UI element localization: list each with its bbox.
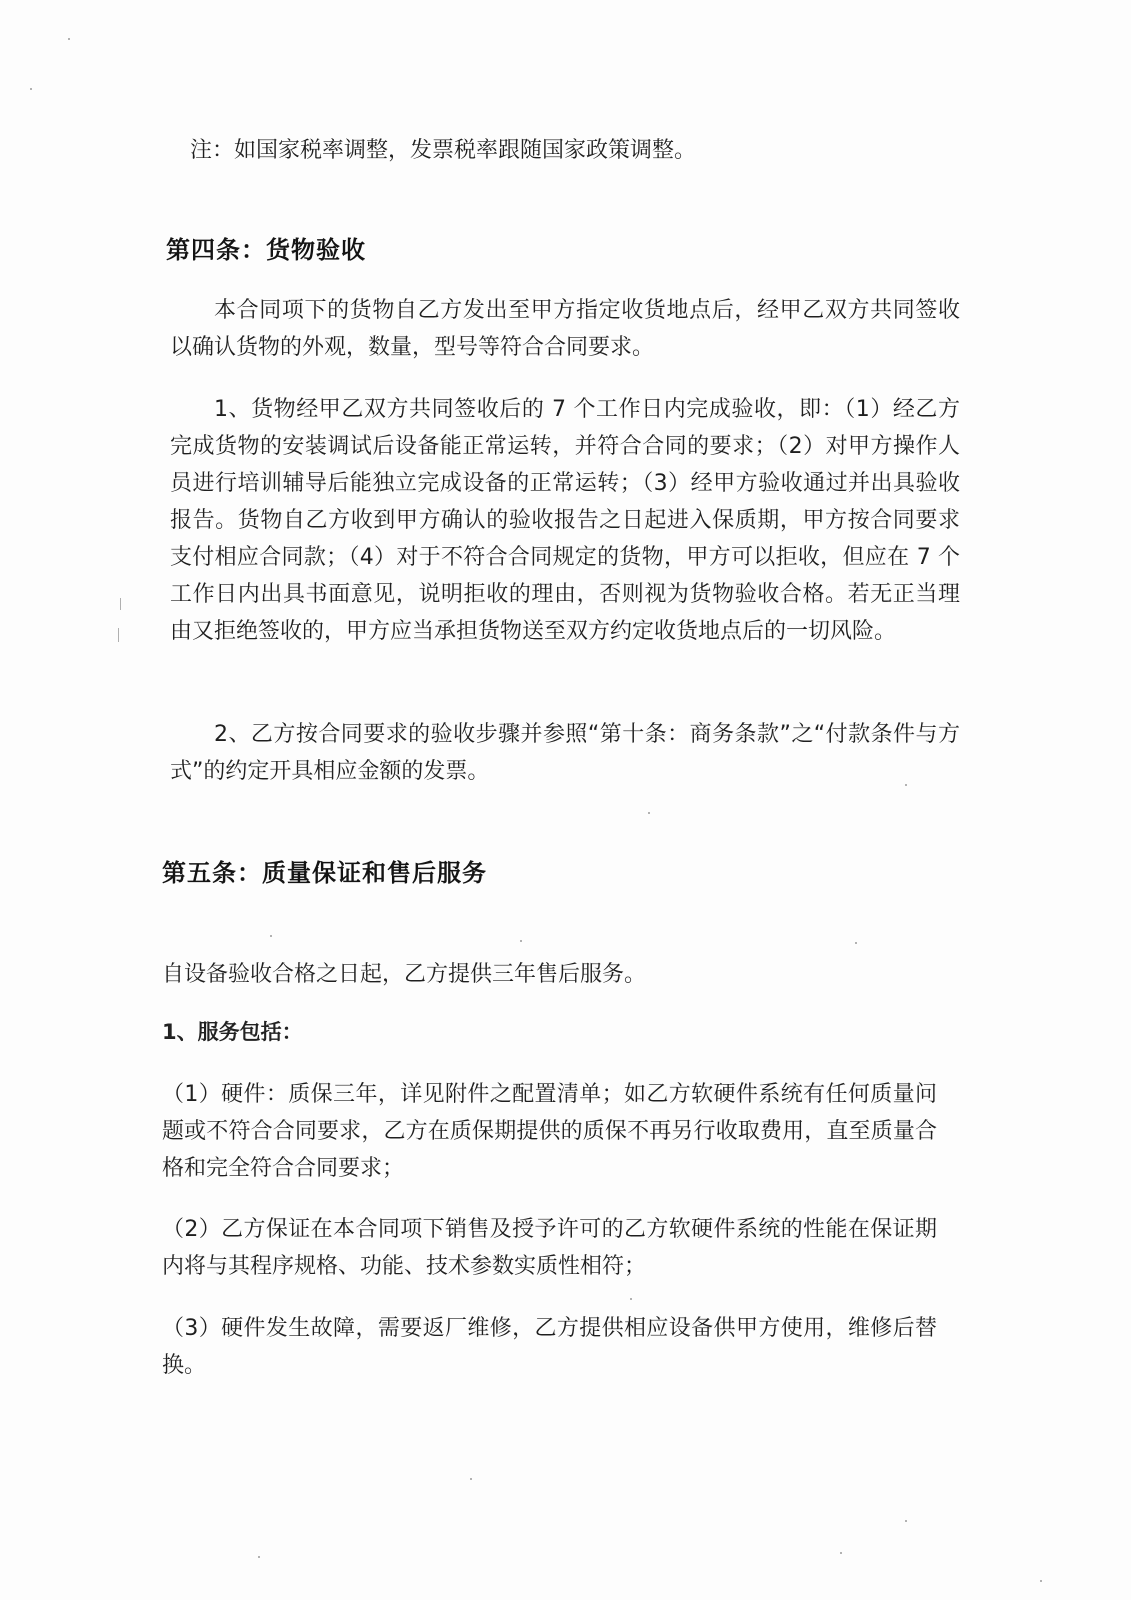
article-4-item-1: 1、货物经甲乙双方共同签收后的 7 个工作日内完成验收，即：（1）经乙方完成货物的安装调试后设备能正常运转，并符合合同的要求；（2）对甲方操作人员进行培训辅导后能独立完成设备的正常运转；（3）经甲方验收通过并出具验收报告。货物自乙方收到甲方确认的验收报告之日起进入保质期，甲方按合同要求支付相应合同款；（4）对于不符合合同规定的货物，甲方可以拒收，但应在 7 个工作日内出具书面意见，说明拒收的理由，否则视为货物验收合格。若无正当理由又拒绝签收的，甲方应当承担货物送至双方约定收货地点后的一切风险。 [170, 397, 960, 644]
scan-mark [118, 628, 119, 642]
service-item-1: （1）硬件：质保三年，详见附件之配置清单；如乙方软硬件系统有任何质量问题或不符合合同要求，乙方在质保期提供的质保不再另行收取费用，直至质量合格和完全符合合同要求； [162, 1082, 937, 1181]
scan-speck [68, 38, 70, 40]
scan-speck [30, 88, 32, 90]
services-heading: 1、服务包括： [162, 1020, 303, 1044]
article-5-intro: 自设备验收合格之日起，乙方提供三年售后服务。 [162, 962, 647, 987]
scan-speck [905, 1520, 907, 1522]
scan-speck [648, 812, 650, 814]
scan-speck [1040, 1580, 1042, 1582]
article-4-item-2: 2、乙方按合同要求的验收步骤并参照“第十条：商务条款”之“付款条件与方式”的约定开具相应金额的发票。 [170, 722, 960, 784]
scan-speck [855, 942, 857, 944]
scan-speck [520, 940, 522, 942]
scan-speck [840, 1552, 842, 1554]
scan-speck [630, 1298, 632, 1300]
scan-speck [270, 935, 272, 937]
article-4-intro: 本合同项下的货物自乙方发出至甲方指定收货地点后，经甲乙双方共同签收以确认货物的外观，数量，型号等符合合同要求。 [170, 298, 960, 360]
article-4-heading: 第四条：货物验收 [166, 236, 366, 264]
scan-mark [120, 598, 121, 610]
scan-speck [470, 1478, 472, 1480]
service-item-3: （3）硬件发生故障，需要返厂维修，乙方提供相应设备供甲方使用，维修后替换。 [162, 1316, 937, 1378]
service-item-2: （2）乙方保证在本合同项下销售及授予许可的乙方软硬件系统的性能在保证期内将与其程序规格、功能、技术参数实质性相符； [162, 1217, 937, 1279]
article-5-heading: 第五条：质量保证和售后服务 [162, 859, 487, 887]
scan-speck [258, 1556, 260, 1558]
tax-note: 注：如国家税率调整，发票税率跟随国家政策调整。 [190, 138, 697, 163]
